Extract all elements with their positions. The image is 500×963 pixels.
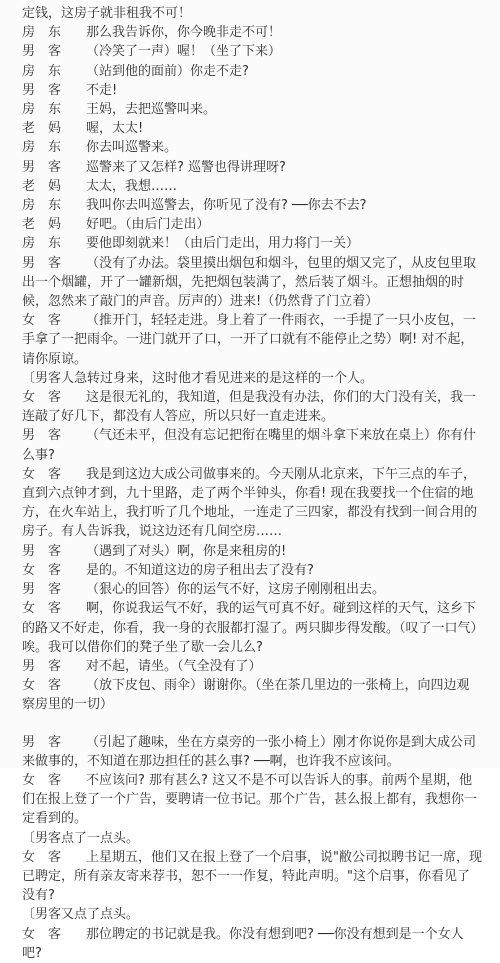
dialogue-line — [22, 848, 482, 906]
dialogue-text: （推开门，轻轻走进。身上着了一件雨衣，一手提了一只小皮包，一手拿了一把雨伞。一进门就开了口，一开了口就有不能停止之势）啊! 对不起，请你原谅。 — [22, 313, 477, 367]
speaker-name: 女 客 — [22, 772, 62, 788]
dialogue-text: 是的。不知道这边的房子租出去了没有? — [86, 562, 314, 578]
dialogue-line — [22, 925, 482, 963]
dialogue-line — [22, 215, 482, 234]
speaker-name: 房 东 — [22, 236, 62, 252]
speaker-name: 男 客 — [22, 734, 62, 750]
dialogue-text: 这是很无礼的，我知道，但是我没有办法，你们的大门没有关，我一连敲了好几下，都没有人答应，所以只好一直走进来。 — [22, 390, 477, 425]
dialogue-text: 不走! — [86, 82, 118, 98]
dialogue-text: 巡警来了又怎样? 巡警也得讲理呀? — [86, 159, 286, 175]
stage-direction: 〔男客人急转过身来，这时他才看见进来的是这样的一个人。 — [22, 370, 374, 386]
speaker-name: 男 客 — [22, 159, 62, 175]
dialogue-line — [22, 158, 482, 177]
dialogue-line — [22, 177, 482, 196]
speaker-name: 女 客 — [22, 926, 62, 942]
script-text — [22, 4, 482, 963]
blank-line — [22, 715, 482, 733]
dialogue-line — [22, 905, 482, 924]
dialogue-line — [22, 829, 482, 848]
speaker-name: 男 客 — [22, 428, 62, 444]
dialogue-text: （放下皮包、雨伞）谢谢你。（坐在茶几里边的一张椅上，向四边观察房里的一切） — [22, 678, 470, 713]
speaker-name: 房 东 — [22, 102, 62, 118]
stage-direction: 〔男客又点了点头。 — [22, 907, 140, 923]
dialogue-text: 好吧。（由后门走出） — [86, 217, 210, 233]
speaker-name: 女 客 — [22, 313, 62, 329]
speaker-name: 女 客 — [22, 601, 62, 617]
dialogue-line — [22, 542, 482, 561]
dialogue-text: 不应该问? 那有甚么? 这又不是不可以告诉人的事。前两个星期，他们在报上登了一个广告，要聘请一位书记。那个广告，甚么报上都有，我想你一定看到的。 — [22, 772, 478, 827]
speaker-name: 男 客 — [22, 543, 62, 559]
dialogue-text: 要他即刻就来！（由后门走出，用力将门一关） — [86, 236, 360, 252]
speaker-name: 女 客 — [22, 849, 62, 865]
dialogue-line — [22, 561, 482, 580]
dialogue-line — [22, 23, 482, 42]
speaker-name: 男 客 — [22, 44, 62, 60]
dialogue-line — [22, 62, 482, 81]
dialogue-line — [22, 119, 482, 138]
dialogue-text: 太太，我想…… — [86, 178, 178, 194]
speaker-name: 女 客 — [22, 562, 62, 578]
speaker-name: 房 东 — [22, 63, 62, 79]
speaker-name: 女 客 — [22, 678, 62, 694]
dialogue-text: （没有了办法。袋里摸出烟包和烟斗，包里的烟又完了，从皮包里取出一个烟罐，开了一罐新烟，先把烟包装满了，然后装了烟斗。正想抽烟的时候，忽然来了敲门的声音。厉声的）进来!（仍然背了门立着） — [22, 255, 477, 310]
dialogue-line — [22, 100, 482, 119]
dialogue-line — [22, 388, 482, 426]
dialogue-line — [22, 196, 482, 215]
dialogue-text: 我叫你去叫巡警去，你听见了没有? ──你去不去? — [86, 198, 367, 214]
dialogue-line — [22, 42, 482, 61]
dialogue-line — [22, 580, 482, 599]
speaker-name: 老 妈 — [22, 121, 62, 137]
dialogue-line — [22, 426, 482, 464]
dialogue-line — [22, 254, 482, 312]
dialogue-text: 王妈，去把巡警叫来。 — [86, 102, 217, 118]
speaker-name: 男 客 — [22, 658, 62, 674]
speaker-name: 男 客 — [22, 255, 62, 271]
dialogue-text: 上星期五，他们又在报上登了一个启事，说"敝公司拟聘书记一席，现已聘定，所有亲友寄来荐书，恕不一一作复，特此声明。"这个启事，你看见了没有? — [22, 849, 482, 904]
dialogue-line — [22, 733, 482, 771]
dialogue-line — [22, 234, 482, 253]
dialogue-line — [22, 4, 482, 23]
stage-direction: 〔男客点了一点头。 — [22, 830, 140, 846]
speaker-name: 男 客 — [22, 582, 62, 598]
dialogue-line — [22, 311, 482, 369]
dialogue-line — [22, 657, 482, 676]
speaker-name: 男 客 — [22, 82, 62, 98]
dialogue-text: （站到他的面前）你走不走? — [86, 63, 249, 79]
dialogue-text: 我是到这边大成公司做事来的。今天刚从北京来，下午三点的车子，直到六点钟才到，九十里路，走了两个半钟头，你看! 现在我要找一个住宿的地方，在火车站上，我打听了几个地址，一连走了三四家，都没有找到一间合用的房子。有人告诉我，说这边还有几间空房…… — [22, 466, 478, 540]
dialogue-line — [22, 771, 482, 829]
dialogue-line — [22, 81, 482, 100]
speaker-name: 房 东 — [22, 198, 62, 214]
speaker-name: 女 客 — [22, 466, 62, 482]
dialogue-text: 喔，太太! — [86, 121, 144, 137]
dialogue-line — [22, 599, 482, 657]
speaker-name: 房 东 — [22, 140, 62, 156]
dialogue-text: （遇到了对头）啊，你是来租房的! — [86, 543, 287, 559]
dialogue-text: （气还未平，但没有忘记把衔在嘴里的烟斗拿下来放在桌上）你有什么事? — [22, 428, 477, 463]
dialogue-line — [22, 676, 482, 714]
dialogue-text: 那位聘定的书记就是我。你没有想到吧? ──你没有想到是一个女人吧? — [22, 926, 464, 961]
speaker-name: 老 妈 — [22, 178, 62, 194]
dialogue-line — [22, 138, 482, 157]
speaker-name: 女 客 — [22, 390, 62, 406]
dialogue-text: （狠心的回答）你的运气不好，这房子刚刚租出去。 — [86, 582, 386, 598]
dialogue-line — [22, 369, 482, 388]
dialogue-text: （引起了趣味，坐在方桌旁的一张小椅上）刚才你说你是到大成公司来做事的，不知道在那边担任的甚么事? ──啊，也许我不应该问。 — [22, 734, 477, 769]
dialogue-text: 对不起，请坐。（气全没有了） — [86, 658, 262, 674]
speaker-name: 房 东 — [22, 25, 62, 41]
stage-direction: 定钱，这房子就非租我不可！ — [22, 6, 192, 21]
dialogue-text: 啊，你说我运气不好，我的运气可真不好。碰到这样的天气，这乡下的路又不好走，你看，我一身的衣服都打湿了。两只脚步得发酸。（叹了一口气）唉。我可以借你们的凳子坐了歇一会儿么? — [22, 601, 478, 655]
speaker-name: 老 妈 — [22, 217, 62, 233]
dialogue-line — [22, 465, 482, 542]
dialogue-text: 你去叫巡警来。 — [86, 140, 178, 156]
dialogue-text: （冷笑了一声）喔！（坐了下来） — [86, 44, 282, 60]
dialogue-text: 那么我告诉你，你今晚非走不可！ — [86, 25, 282, 41]
